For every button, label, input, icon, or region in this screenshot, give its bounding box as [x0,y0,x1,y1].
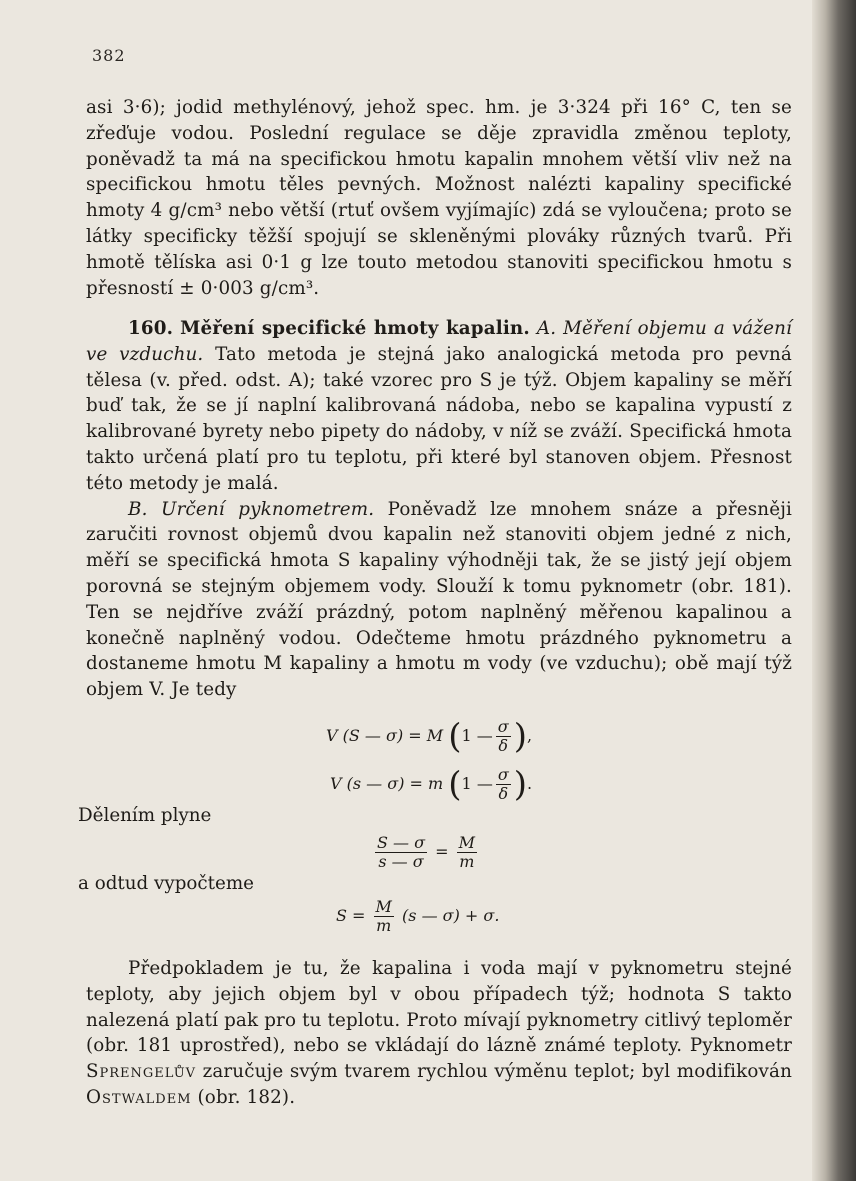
eq2-end: . [527,774,533,793]
equation-3 [372,834,480,871]
eq2-paren-open: ( [448,764,462,805]
eq4-num: M [375,897,392,916]
eq1-fraction [496,718,511,755]
eq2-fraction [496,766,511,803]
eq1-left: V (S — σ) = M [326,726,444,745]
eq1-paren-open: ( [448,716,462,757]
label-division: Dělením plyne [78,805,212,826]
eq4-fraction [374,898,394,935]
eq3-left-fraction [375,834,427,871]
final-text-end: (obr. 182). [197,1086,296,1108]
subsection-a-label: A. [536,318,557,339]
label-compute: a odtud vypočteme [78,873,254,894]
paragraph-intro [86,95,792,301]
eq1-num: σ [497,717,509,736]
eq3-right-fraction [457,834,477,871]
page-number: 382 [92,46,126,65]
eq2-den: δ [498,784,509,803]
name-sprengel: Sprengelův [86,1061,197,1083]
eq4-right: (s — σ) + σ. [402,906,500,925]
paragraph-intro-text: asi 3·6); jodid methylénový, jehož spec. hm. je 3·324 při 16° C, ten se zřeďuje vodou. Poslední regulace se děje zpravidla změnou teploty, poněvadž ta má na specifickou hmotu kapalin mnohem větší vliv než na specifickou hmotu těles pevných. Možnost nalézti kapaliny specifické hmoty 4 g/cm³ nebo větší (rtuť ovšem vyjímajíc) zdá se vyloučena; proto se látky specificky těžší spojují se skleněnými plováky různých tvarů. Při hmotě tělíska asi 0·1 g lze touto metodou stanoviti specifickou hmotu s přesností ± 0·003 g/cm³. [86,97,792,299]
paragraph-final [86,956,792,1111]
subsection-a-text: Tato metoda je stejná jako analogická metoda pro pevná tělesa (v. před. odst. A); také vzorec pro S je týž. Objem kapaliny se měří buď tak, že se jí naplní kalibrovaná nádoba, nebo se kapalina vypustí z kalibrované byrety nebo pipety do nádoby, v níž se zváží. Specifická hmota takto určená platí pro tu teplotu, při které byl stanoven objem. Přesnost této metody je malá. [86,343,792,494]
page-gutter-shadow [812,0,856,1181]
section-160 [86,316,792,703]
final-text-mid: zaručuje svým tvarem rychlou výměnu teplot; byl modifikován [202,1061,792,1083]
section-160-a [86,316,792,497]
eq1-end: , [526,726,533,745]
subsection-b-text: Poněvadž lze mnohem snáze a přesněji zaručiti rovnost objemů dvou kapalin než stanoviti objem jedné z nich, měří se specifická hmota S kapaliny výhodněji tak, že se jistý její objem porovná se stejným objemem vody. Slouží k tomu pyknometr (obr. 181). Ten se nejdříve zváží prázdný, potom naplněný měřenou kapalinou a konečně naplněný vodou. Odečteme hmotu prázdného pyknometru a dostaneme hmotu M kapaliny a hmotu m vody (ve vzduchu); obě mají týž objem V. Je tedy [86,498,793,701]
paragraph-final-text [86,956,792,1111]
section-160-b [86,497,792,703]
eq1-one: 1 — [461,726,493,745]
equation-2 [330,766,532,803]
section-number: 160. [128,318,174,339]
eq4-den: m [376,916,392,935]
eq2-one: 1 — [461,774,493,793]
eq4-left: S = [336,906,366,925]
section-title: Měření specifické hmoty kapalin. [180,318,530,339]
eq3-rden: m [459,852,475,871]
eq2-paren-close: ) [513,764,527,805]
subsection-b-title: Určení pyknometrem. [161,498,375,520]
eq1-paren-close: ) [513,716,527,757]
eq3-den: s — σ [378,852,424,871]
name-ostwald: Ostwaldem [86,1086,192,1108]
eq3-num: S — σ [377,833,426,852]
eq2-num: σ [497,765,509,784]
eq3-equals: = [435,842,449,861]
equation-1 [326,718,532,755]
eq1-den: δ [498,736,509,755]
subsection-a-title: Měření objemu a vážení ve vzduchu. [86,318,793,365]
final-text-start: Předpokladem je tu, že kapalina i voda mají v pyknometru stejné teploty, aby jejich objem byl v obou případech týž; hodnota S takto nalezená platí pak pro tu teplotu. Proto mívají pyknometry citlivý teploměr (obr. 181 uprostřed), nebo se vkládají do lázně známé teploty. Pyknometr [86,958,792,1057]
equation-4 [336,898,499,935]
eq2-left: V (s — σ) = m [330,774,444,793]
subsection-b-label: B. [128,498,148,520]
eq3-rnum: M [458,833,476,852]
